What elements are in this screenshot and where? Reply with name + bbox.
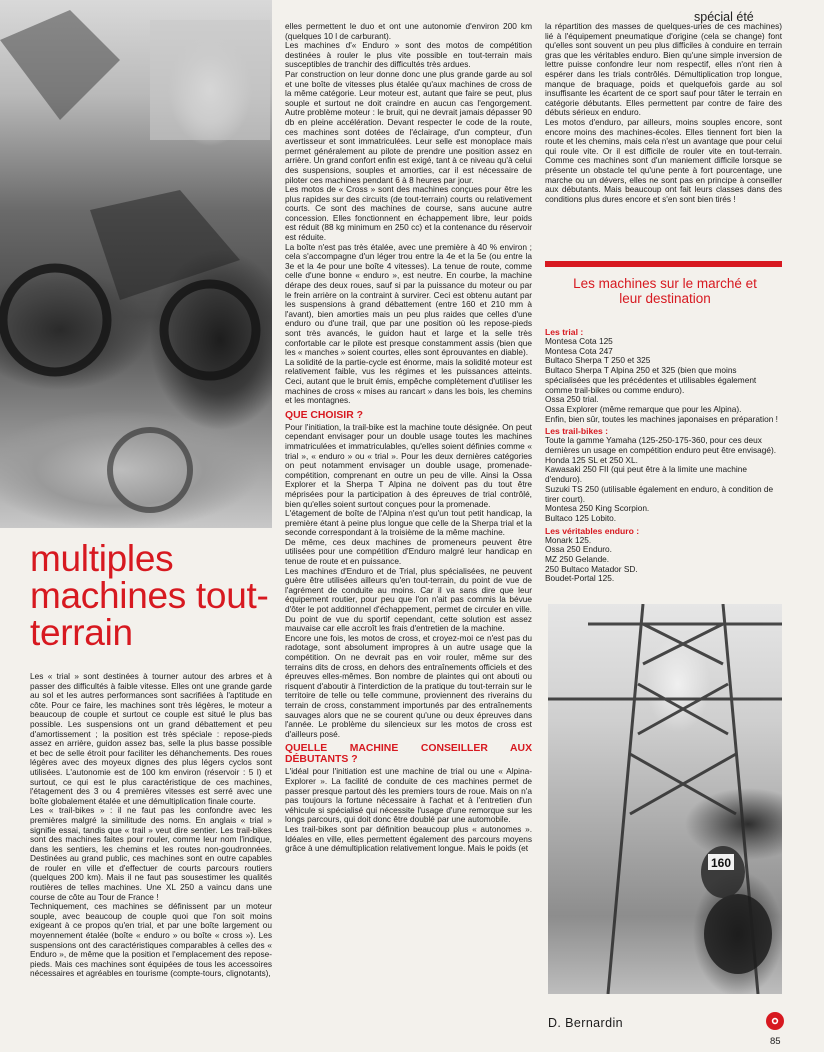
article-title: multiples machines tout-terrain xyxy=(30,538,269,653)
column-left xyxy=(30,672,272,1042)
magazine-logo-icon xyxy=(766,1012,784,1030)
paragraph: Pour l'initiation, la trail-bike est la machine toute désignée. On peut cependant envisager pour un double usage toutes les machines immatriculées et immatriculables, qu'elles soient définies comme « trial », « enduro » ou « trial ». Pour les deux dernières catégories on peut notamment envisager un double usage, promenade-compétition, comprenant en outre un peu de ville. Ainsi la Ossa Explorer et la Sherpa T Alpina ne doivent pas du tout être méprisées pour la participation à des épreuves de trial contrôlé, bien qu'elles soient surtout conçues pour la promenade. xyxy=(285,421,532,509)
list-trial xyxy=(545,327,782,424)
list-item: Ossa 250 trial. xyxy=(545,394,599,405)
paragraph: La solidité de la partie-cycle est énorme, mais la solidité moteur est relativement faible, vus les régimes et les puissances atteints. Ceci, autant que le bruit émis, empêche complètement d'utiliser les machines de cross « mises au rancart » dans les bois, les chemins et les montagnes. xyxy=(285,356,532,406)
list-item: Montesa 250 King Scorpion. xyxy=(545,503,650,514)
list-item: Monark 125. xyxy=(545,534,592,545)
machine-lists xyxy=(545,327,782,584)
list-item: Honda 125 SL et 250 XL. xyxy=(545,454,638,465)
paragraph: Les machines d'« Enduro » sont des motos de compétition destinées à rouler le plus vite possible en tout-terrain mais susceptibles de tranchir des difficultés très ardues. xyxy=(285,40,532,70)
list-item: Ossa Explorer (même remarque que pour les Alpina). xyxy=(545,403,742,414)
list-item: Bultaco Sherpa T Alpina 250 et 325 (bien que moins spécialisées que les précédentes et utilisables également comme trail-bikes ou comme enduro). xyxy=(545,365,757,395)
paragraph: elles permettent le duo et ont une autonomie d'environ 200 km (quelques 10 l de carburant). xyxy=(285,22,532,41)
paragraph: Les « trial » sont destinées à tourner autour des arbres et à passer des difficultés à faible vitesse. Elles ont une grande garde au sol et les autres performances sont sacrifiées à l'aptitude en côte. Pour ce faire, les machines sont très légères, le moteur a beaucoup de couple et surtout ce couple est situé le plus bas possible. Les suspensions ont un grand débattement et peu d'amortissement ; la position est très spéciale : repose-pieds assez en arrière, guidon assez bas, selle la plus basse possible et bec de selle étroit pour faciliter les déhanchements. Des roues légères avec des moyeux dignes des plus légers cyclos sont utilisées. L'autonomie est de 100 km environ (réservoir : 5 l) et surtout, ce qui est le plus caractéristique de ces machines, l'étagement des 3 ou 4 premières vitesses est serré avec une boîte globalement étalée et une démultiplication finale courte. xyxy=(30,672,272,806)
pylon-rider-photo xyxy=(548,604,782,994)
paragraph: Par construction on leur donne donc une plus grande garde au sol et une boîte de vitesses plus étalée qu'aux machines de cross de la même catégorie. Leur moteur est, autant que faire se peut, plus souple et surtout ne doit craindre en aucun cas l'engorgement. Autre problème moteur : le bruit, qui ne devrait jamais dépasser 90 db en pleine accélération. Devant respecter le code de la route, ces machines sont dotées de l'éclairage, d'un compteur, d'un avertisseur et sont immatriculées. Leur selle est monoplace mais permet généralement au pilote de prendre une position assez en arrière. Un grand confort enfin est exigé, tant à ce niveau qu'à celui des suspensions, souples et amorties, car il est nécessaire de piloter ces machines pendant 6 à 8 heures par jour. xyxy=(285,68,532,185)
list-item: MZ 250 Gelande. xyxy=(545,554,610,565)
list-item: Bultaco Sherpa T 250 et 325 xyxy=(545,355,651,366)
list-item: Boudet-Portal 125. xyxy=(545,573,615,584)
list-label: Les trial : xyxy=(545,327,584,337)
paragraph: La boîte n'est pas très étalée, avec une première à 40 % environ ; cela s'accompagne d'un léger trou entre la 4e et la 5e (ou entre la 3e et la 4e pour une boîte 4 vitesses). La tenue de route, comme celle d'une bonne « enduro », est neutre. En courbe, la machine dérape des deux roues, sauf si par la puissance du moteur ou par le frein arrière on la contraint à survirer. Ceci est obtenu autant par les suspensions à grand débattement (entre 160 et 210 mm à l'avant), bien amorties mais un peu plus raides que celles d'une enduro ou d'une trail, que par une position où les repose-pieds sont très avancés, le guidon haut et large et la selle très confortable car le pilote est presque constamment assis (bien que les « manches » soient courtes, elles sont éprouvantes en diable). xyxy=(285,241,532,358)
list-item: 250 Bultaco Matador SD. xyxy=(545,563,638,574)
column-middle xyxy=(285,22,532,1032)
section-header: spécial été xyxy=(694,10,754,24)
paragraph: Les « trail-bikes » : il ne faut pas les confondre avec les premières malgré la similitude des noms. En anglais « trial » signifie essai, tandis que « trail » veut dire sentier. Les trail-bikes sont des machines faites pour rouler, comme leur nom l'indique, dans les sentiers, les chemins et les routes non-goudronnées. Destinées au grand public, ces machines sont en outre capables de rouler en ville et d'effectuer de courts parcours routiers (quelques 200 km). Mais il ne faut pas sousestimer les qualités routières de telles machines. Une XL 250 a vaincu dans une course de côte au Tour de France ! xyxy=(30,805,272,902)
enduro-riders-photo xyxy=(0,0,272,528)
list-item: Toute la gamme Yamaha (125-250-175-360, pour ces deux dernières un usage en compétition enduro peut être envisagé). xyxy=(545,435,777,456)
paragraph: L'idéal pour l'initiation est une machine de trial ou une « Alpina-Explorer ». La facilité de conduite de ces machines permet de passer presque partout dès les premiers tours de roue. Mais on n'a pas toujours la fortune nécessaire à l'achat et à l'entretien d'un véhicule si spécialisé qui nécessite l'usage d'une remorque sur les longs parcours, qui doit donc être doublé par une automobile. xyxy=(285,766,532,825)
race-number: 160 xyxy=(710,856,732,870)
list-item: Enfin, bien sûr, toutes les machines japonaises en préparation ! xyxy=(545,413,778,424)
paragraph: De même, ces deux machines de promeneurs peuvent être utilisées pour une compétition d'Enduro malgré leur handicap en tenue de route et en puissance. xyxy=(285,536,532,567)
paragraph: Les machines d'Enduro et de Trial, plus spécialisées, ne peuvent guère être utilisées ailleurs qu'en tout-terrain, du point de vue de l'agrément de conduite au moins. Car il va sans dire que leur équipement routier, pour peu que l'on n'ait pas commis la bévue d'ôter le pot additionnel d'échappement, permet de circuler en ville. Du point de vue du sportif cependant, cette solution est assez mauvaise car elle accroît les frais d'entretien de la machine. xyxy=(285,565,532,634)
list-label: Les véritables enduro : xyxy=(545,525,640,536)
list-item: Bultaco 125 Lobito. xyxy=(545,512,617,523)
paragraph: Techniquement, ces machines se définissent par un moteur souple, avec beaucoup de couple quoi que l'on soit moins exigeant à ce propos qu'en trial, et par une boîte largement ou moyennement étalée (boîte « enduro » ou boîte « cross »). Les suspensions ont des caractéristiques comparables à celles des « Enduro », de même que la position et l'emplacement des repose-pieds. Mais ces machines sont équipées de tous les accessoires nécessaires et agréables en tourisme (compte-tours, clignotants), xyxy=(30,901,272,979)
paragraph: Les motos d'enduro, par ailleurs, moins souples encore, sont encore moins des machines-écoles. Elles tiennent fort bien la route et les chemins, mais cela n'est un avantage que pour celui qui roule vite. Or il est difficile de rouler vite en tout-terrain. Comme ces machines sont d'un maniement difficile lorsque se présente un obstacle tel qu'une pente à fort pourcentage, une marche ou un dévers, elles ne sont pas en principe à conseiller aux débutants. Mais beaucoup ont fait leurs classes dans des conditions plus dures encore et s'en sont bien tirés ! xyxy=(545,116,782,204)
box-divider xyxy=(545,261,782,267)
paragraph: Les trail-bikes sont par définition beaucoup plus « autonomes ». Idéales en ville, elles permettent également des parcours moyens grâce à une démultiplication relativement longue. Mais le poids (et xyxy=(285,823,532,854)
list-trail-bikes xyxy=(545,426,782,523)
photo-credit: D. Bernardin xyxy=(548,1016,623,1030)
list-item: Ossa 250 Enduro. xyxy=(545,544,612,555)
paragraph: Les motos de « Cross » sont des machines conçues pour être les plus rapides sur des circuits (de tout-terrain) courts ou relativement courts. Ce sont des machines de course, sans aucune autre concession. Elles fonctionnent en échappement libre, leur poids est réduit (88 kg minimum en 250 cc) et la contenance du réservoir est réduite. xyxy=(285,184,532,243)
paragraph: Encore une fois, les motos de cross, et croyez-moi ce n'est pas du radotage, sont absolument impropres à un autre usage que la compétition. On ne devrait pas en voir rouler, même sur des terrains dits de cross, en dehors des entraînements officiels et des épreuves elles-mêmes. Bon nombre de plaintes qui ont abouti ou risquent d'aboutir à l'interdiction de la pratique du tout-terrain sur le territoire de telle ou telle commune, proviennent des riverains du terrain de cross, constamment importunés par des entraînements sauvages alors que ne se courent qu'une ou deux épreuves dans l'année. Le problème du silencieux sur les motos de cross est d'ailleurs posé. xyxy=(285,632,532,739)
list-label: Les trail-bikes : xyxy=(545,426,609,437)
list-enduro xyxy=(545,526,782,585)
page-number: 85 xyxy=(770,1036,781,1047)
heading-que-choisir: QUE CHOISIR ? xyxy=(285,409,363,421)
heading-quelle-machine: QUELLE MACHINE CONSEILLER AUX DÉBUTANTS ? xyxy=(285,743,532,766)
paragraph: la répartition des masses de quelques-unes de ces machines) lié à l'équipement pneumatique d'origine (cela se change) font qu'elles sont souvent un peu plus difficiles à conduire en terrain gras que les véritables enduro. Bien qu'une simple inversion de lettre puisse confondre leur nom respectif, elles n'ont rien à espérer dans les trials contrôlés. Démultiplication trop longue, manque de braquage, poids et quelquefois garde au sol insuffisante les écartent de ce sport sauf pour tâter le terrain en catégorie débutants. Elles permettent par contre de faire des débuts sérieux en enduro. xyxy=(545,22,782,118)
paragraph: L'étagement de boîte de l'Alpina n'est qu'un tout petit handicap, la première étant à peine plus longue que celle de la Sherpa trial et la seconde correspondant à la troisième de la même machine. xyxy=(285,508,532,538)
box-title: Les machines sur le marché et leur destination xyxy=(573,276,757,306)
list-item: Montesa Cota 125 xyxy=(545,336,613,346)
list-item: Suzuki TS 250 (utilisable également en enduro, à condition de tirer court). xyxy=(545,483,774,504)
list-item: Montesa Cota 247 xyxy=(545,345,613,356)
list-item: Kawasaki 250 FII (qui peut être à la limite une machine d'enduro). xyxy=(545,464,747,485)
column-right xyxy=(545,22,782,254)
